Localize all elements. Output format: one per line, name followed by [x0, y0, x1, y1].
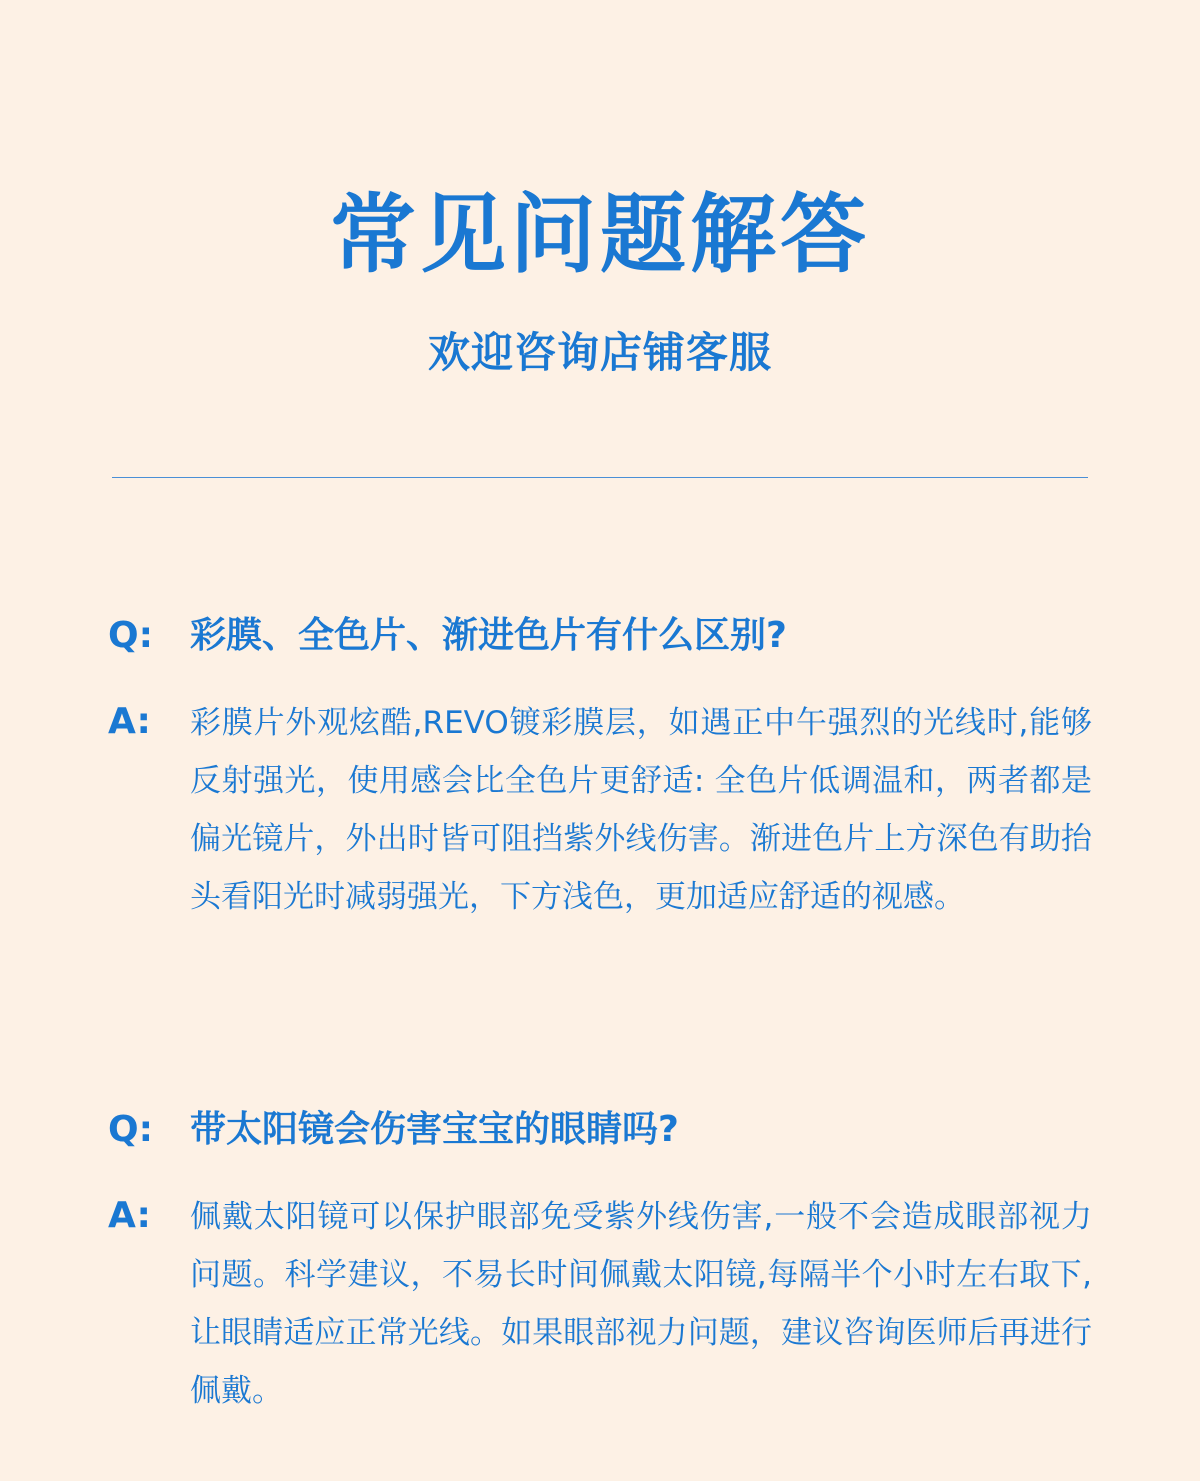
question-prefix: Q: [108, 615, 153, 656]
question-row [108, 608, 1092, 664]
answer-row [108, 694, 1092, 926]
answer-text: 佩戴太阳镜可以保护眼部免受紫外线伤害,一般不会造成眼部视力问题。科学建议，不易长时间佩戴太阳镜,每隔半个小时左右取下,让眼睛适应正常光线。如果眼部视力问题，建议咨询医师后再进行佩戴。 [190, 1199, 1092, 1409]
question-prefix: Q: [108, 1109, 153, 1150]
answer-prefix: A: [108, 701, 151, 742]
page-subtitle: 欢迎咨询店铺客服 [427, 328, 772, 377]
divider [112, 477, 1088, 478]
faq-item-2 [108, 1102, 1092, 1420]
question-text: 带太阳镜会伤害宝宝的眼睛吗? [190, 1109, 679, 1150]
faq-item-1 [108, 608, 1092, 926]
page-title: 常见问题解答 [330, 185, 870, 285]
question-text: 彩膜、全色片、渐进色片有什么区别? [190, 615, 787, 656]
question-row [108, 1102, 1092, 1158]
answer-prefix: A: [108, 1195, 151, 1236]
answer-row [108, 1188, 1092, 1420]
answer-text: 彩膜片外观炫酷,REVO镀彩膜层，如遇正中午强烈的光线时,能够反射强光，使用感会比全色片更舒适: 全色片低调温和，两者都是偏光镜片，外出时皆可阻挡紫外线伤害。渐进色片上方深色有助抬头看阳光时减弱强光，下方浅色，更加适应舒适的视感。 [190, 705, 1092, 915]
